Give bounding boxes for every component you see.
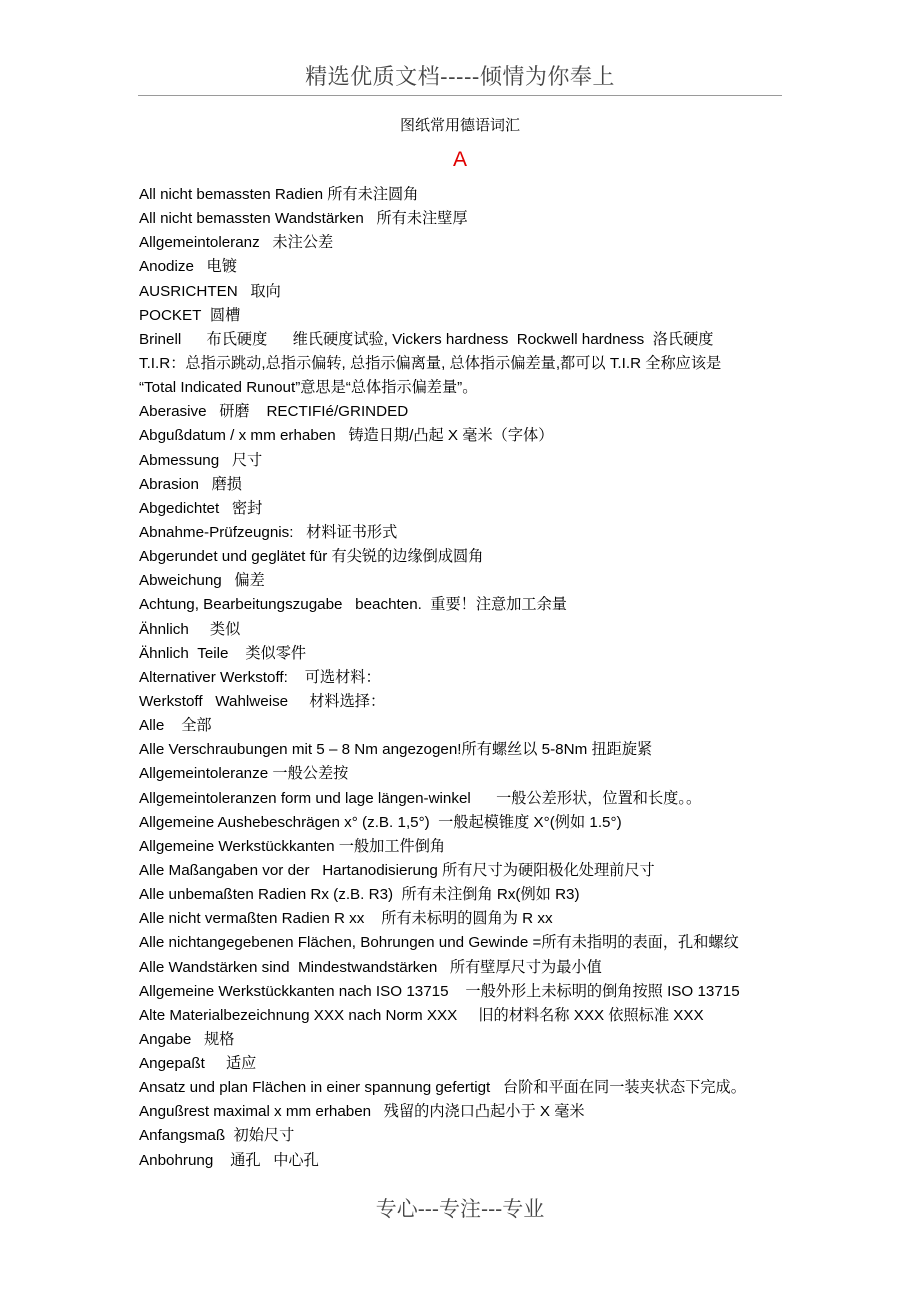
glossary-entry: “Total Indicated Runout”意思是“总体指示偏差量”。: [139, 379, 478, 397]
glossary-entry: Abrasion 磨损: [139, 475, 242, 493]
glossary-entry: Angepaßt 适应: [139, 1055, 257, 1073]
glossary-entry: Alle nicht vermaßten Radien R xx 所有未标明的圆角为 R xx: [139, 910, 553, 928]
glossary-entry: Angabe 规格: [139, 1030, 235, 1048]
glossary-entry: T.I.R：总指示跳动,总指示偏转, 总指示偏离量, 总体指示偏差量,都可以 T.I.R 全称应该是: [139, 354, 722, 372]
glossary-entry: Anodize 电镀: [139, 258, 237, 276]
glossary-entry: Alte Materialbezeichnung XXX nach Norm XXX 旧的材料名称 XXX 依照标准 XXX: [139, 1006, 704, 1024]
glossary-entry: Ansatz und plan Flächen in einer spannung gefertigt 台阶和平面在同一装夹状态下完成。: [139, 1079, 746, 1097]
glossary-entry: Achtung, Bearbeitungszugabe beachten. 重要！注意加工余量: [139, 596, 567, 614]
page-header: 精选优质文档-----倾情为你奉上: [305, 65, 615, 90]
glossary-entry: AUSRICHTEN 取向: [139, 282, 281, 300]
section-heading-letter: A: [452, 148, 467, 171]
page-footer: 专心---专注---专业: [375, 1197, 545, 1221]
glossary-entry: Alle 全部: [139, 717, 212, 735]
glossary-entry: Angußrest maximal x mm erhaben 残留的内浇口凸起小于 X 毫米: [139, 1103, 585, 1121]
glossary-entry: Alternativer Werkstoff: 可选材料：: [139, 668, 381, 686]
glossary-entry: All nicht bemassten Wandstärken 所有未注壁厚: [139, 210, 468, 228]
glossary-entry: Aberasive 研磨 RECTIFIé/GRINDED: [139, 403, 409, 421]
glossary-entry: Ähnlich 类似: [139, 620, 241, 638]
glossary-list: [139, 183, 799, 1173]
glossary-entry: All nicht bemassten Radien 所有未注圆角: [139, 186, 419, 203]
glossary-entry: Allgemeintoleranze 一般公差按: [139, 765, 349, 783]
glossary-entry: Ähnlich Teile 类似零件: [139, 644, 307, 662]
glossary-entry: Abgußdatum / x mm erhaben 铸造日期/凸起 X 毫米（字体）: [139, 427, 554, 445]
glossary-entry: Alle Verschraubungen mit 5 – 8 Nm angezogen!所有螺丝以 5-8Nm 扭距旋紧: [139, 741, 653, 759]
glossary-entry: Allgemeine Werkstückkanten nach ISO 13715 一般外形上未标明的倒角按照 ISO 13715: [139, 982, 740, 1000]
glossary-entry: Brinell 布氏硬度 维氏硬度试验, Vickers hardness Rockwell hardness 洛氏硬度: [139, 330, 714, 348]
glossary-entry: Alle unbemaßten Radien Rx (z.B. R3) 所有未注倒角 Rx(例如 R3): [139, 886, 580, 904]
glossary-entry: Alle Maßangaben vor der Hartanodisierung 所有尺寸为硬阳极化处理前尺寸: [139, 861, 655, 879]
glossary-entry: POCKET 圆槽: [139, 306, 241, 324]
glossary-entry: Abgedichtet 密封: [139, 499, 263, 517]
glossary-entry: Allgemeine Werkstückkanten 一般加工件倒角: [139, 837, 446, 855]
glossary-entry: Abmessung 尺寸: [139, 451, 263, 469]
header-divider: [138, 95, 782, 96]
glossary-entry: Werkstoff Wahlweise 材料选择：: [139, 692, 386, 710]
glossary-entry: Allgemeintoleranz 未注公差: [139, 234, 334, 252]
glossary-entry: Alle nichtangegebenen Flächen, Bohrungen und Gewinde =所有未指明的表面，孔和螺纹: [139, 934, 739, 952]
glossary-entry: Allgemeine Aushebeschrägen x° (z.B. 1,5°) 一般起模锥度 X°(例如 1.5°): [139, 813, 622, 831]
glossary-entry: Alle Wandstärken sind Mindestwandstärken 所有壁厚尺寸为最小值: [139, 958, 602, 976]
glossary-entry: Anfangsmaß 初始尺寸: [139, 1127, 295, 1145]
document-title: 图纸常用德语词汇: [399, 116, 520, 134]
glossary-entry: Anbohrung 通孔 中心孔: [139, 1151, 319, 1169]
glossary-entry: Abgerundet und geglätet für 有尖锐的边缘倒成圆角: [139, 548, 484, 566]
glossary-entry: Abnahme-Prüfzeugnis: 材料证书形式: [139, 523, 398, 541]
glossary-entry: Allgemeintoleranzen form und lage längen-winkel 一般公差形状，位置和长度。。: [139, 789, 702, 807]
glossary-entry: Abweichung 偏差: [139, 572, 265, 590]
